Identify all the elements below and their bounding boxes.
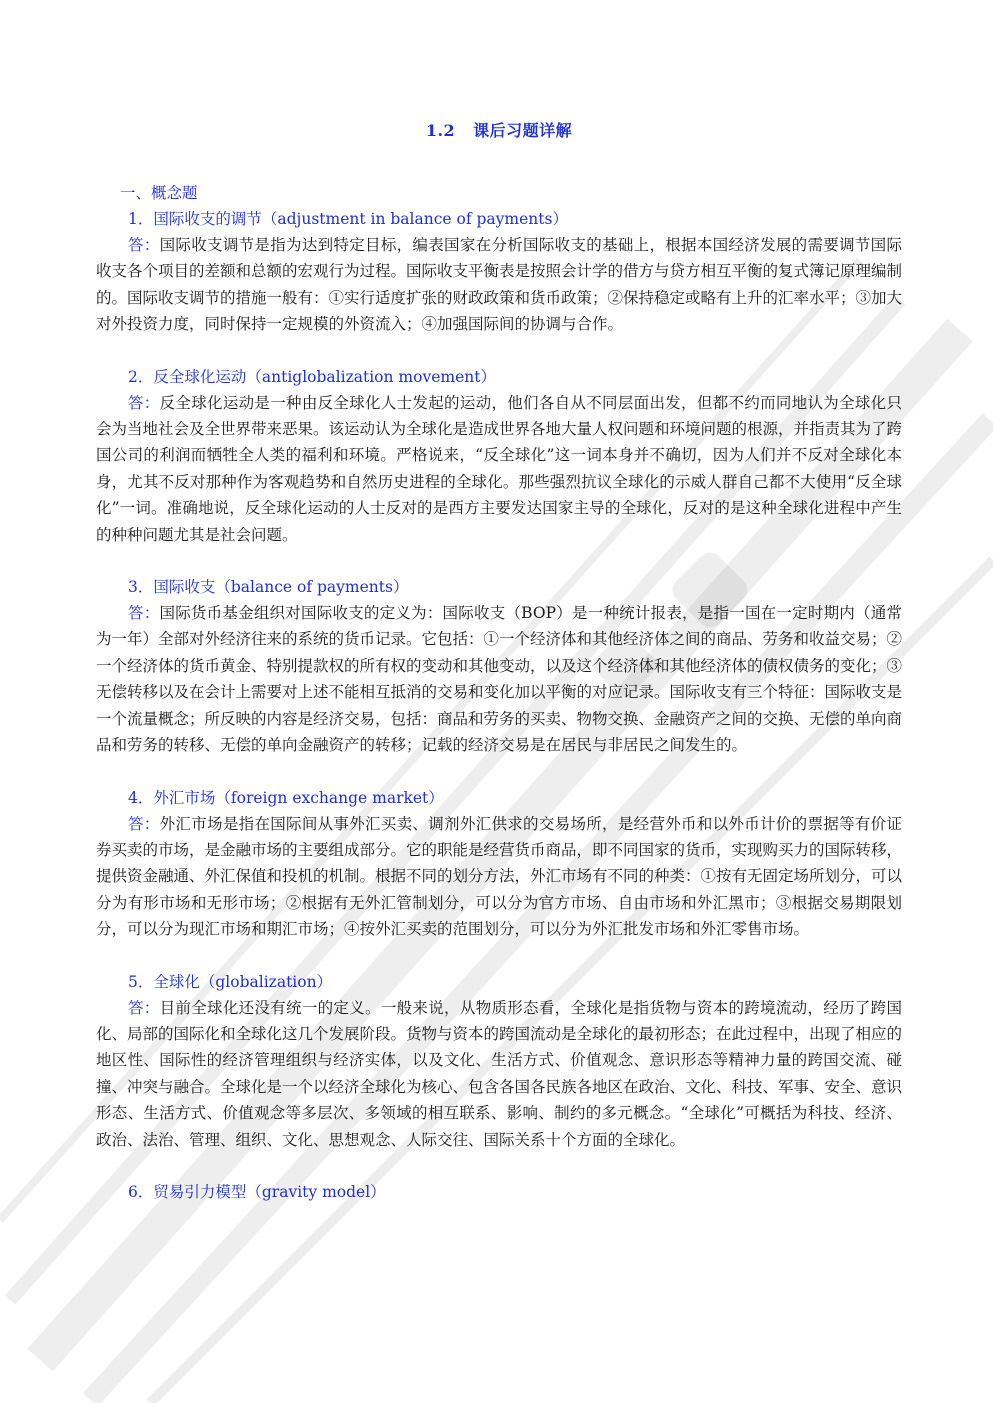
term-6 <box>96 1179 902 1205</box>
term-3 <box>96 574 902 758</box>
answer-label: 答： <box>128 236 160 254</box>
term-answer: 答：反全球化运动是一种由反全球化人士发起的运动，他们各自从不同层面出发，但都不约而同地认为全球化只会为当地社会及全世界带来恶果。该运动认为全球化是造成世界各地大量人权问题和环境问题的根源，并指责其为了跨国公司的利润而牺牲全人类的福利和环境。严格说来，“反全球化”这一词本身并不确切，因为人们并不反对全球化本身，尤其不反对那种作为客观趋势和自然历史进程的全球化。那些强烈抗议全球化的示威人群自己都不大使用“反全球化”一词。准确地说，反全球化运动的人士反对的是西方主要发达国家主导的全球化，反对的是这种全球化进程中产生的种种问题尤其是社会问题。 <box>96 393 903 544</box>
section-title-text: 课后习题详解 <box>473 121 573 140</box>
section-number: 1.2 <box>425 121 456 140</box>
term-4 <box>96 785 902 943</box>
term-1 <box>96 206 902 338</box>
term-title: 6．贸易引力模型（gravity model） <box>128 1182 386 1201</box>
section-title <box>96 118 902 144</box>
term-title: 3．国际收支（balance of payments） <box>128 578 409 597</box>
term-5 <box>96 969 902 1153</box>
term-answer: 答：目前全球化还没有统一的定义。一般来说，从物质形态看，全球化是指货物与资本的跨境流动，经历了跨国化、局部的国际化和全球化这几个发展阶段。货物与资本的跨国流动是全球化的最初形态；在此过程中，出现了相应的地区性、国际性的经济管理组织与经济实体，以及文化、生活方式、价值观念、意识形态等精神力量的跨国交流、碰撞、冲突与融合。全球化是一个以经济全球化为核心、包含各国各民族各地区在政治、文化、科技、军事、安全、意识形态、生活方式、价值观念等多层次、多领域的相互联系、影响、制约的多元概念。“全球化”可概括为科技、经济、政治、法治、管理、组织、文化、思想观念、人际交往、国际关系十个方面的全球化。 <box>96 998 903 1149</box>
answer-label: 答： <box>128 998 160 1017</box>
answer-label: 答： <box>128 393 160 412</box>
document-page <box>96 118 902 1205</box>
term-title: 2．反全球化运动（antiglobalization movement） <box>128 367 496 386</box>
term-title: 1．国际收支的调节（adjustment in balance of payments） <box>128 210 568 228</box>
term-answer: 答：国际收支调节是指为达到特定目标，编表国家在分析国际收支的基础上，根据本国经济发展的需要调节国际收支各个项目的差额和总额的宏观行为过程。国际收支平衡表是按照会计学的借方与贷方相互平衡的复式簿记原理编制的。国际收支调节的措施一般有：①实行适度扩张的财政政策和货币政策；②保持稳定或略有上升的汇率水平；③加大对外投资力度，同时保持一定规模的外资流入；④加强国际间的协调与合作。 <box>96 236 903 334</box>
answer-label: 答： <box>128 604 160 623</box>
part-heading: 一、概念题 <box>120 184 198 202</box>
term-title: 4．外汇市场（foreign exchange market） <box>128 788 444 807</box>
term-answer: 答：外汇市场是指在国际间从事外汇买卖、调剂外汇供求的交易场所，是经营外币和以外币计价的票据等有价证券买卖的市场，是金融市场的主要组成部分。它的职能是经营货币商品，即不同国家的货币，实现购买力的国际转移，提供资金融通、外汇保值和投机的机制。根据不同的划分方法，外汇市场有不同的种类：①按有无固定场所划分，可以分为有形市场和无形市场；②根据有无外汇管制划分，可以分为官方市场、自由市场和外汇黑市；③根据交易期限划分，可以分为现汇市场和期汇市场；④按外汇买卖的范围划分，可以分为外汇批发市场和外汇零售市场。 <box>96 814 903 939</box>
term-2 <box>96 364 902 548</box>
term-answer: 答：国际货币基金组织对国际收支的定义为：国际收支（BOP）是一种统计报表，是指一国在一定时期内（通常为一年）全部对外经济往来的系统的货币记录。它包括：①一个经济体和其他经济体之间的商品、劳务和收益交易；②一个经济体的货币黄金、特别提款权的所有权的变动和其他变动，以及这个经济体和其他经济体的债权债务的变化；③无偿转移以及在会计上需要对上述不能相互抵消的交易和变化加以平衡的对应记录。国际收支有三个特征：国际收支是一个流量概念；所反映的内容是经济交易，包括：商品和劳务的买卖、物物交换、金融资产之间的交换、无偿的单向商品和劳务的转移、无偿的单向金融资产的转移；记载的经济交易是在居民与非居民之间发生的。 <box>96 604 903 755</box>
term-title: 5．全球化（globalization） <box>128 972 333 991</box>
answer-label: 答： <box>128 814 160 833</box>
